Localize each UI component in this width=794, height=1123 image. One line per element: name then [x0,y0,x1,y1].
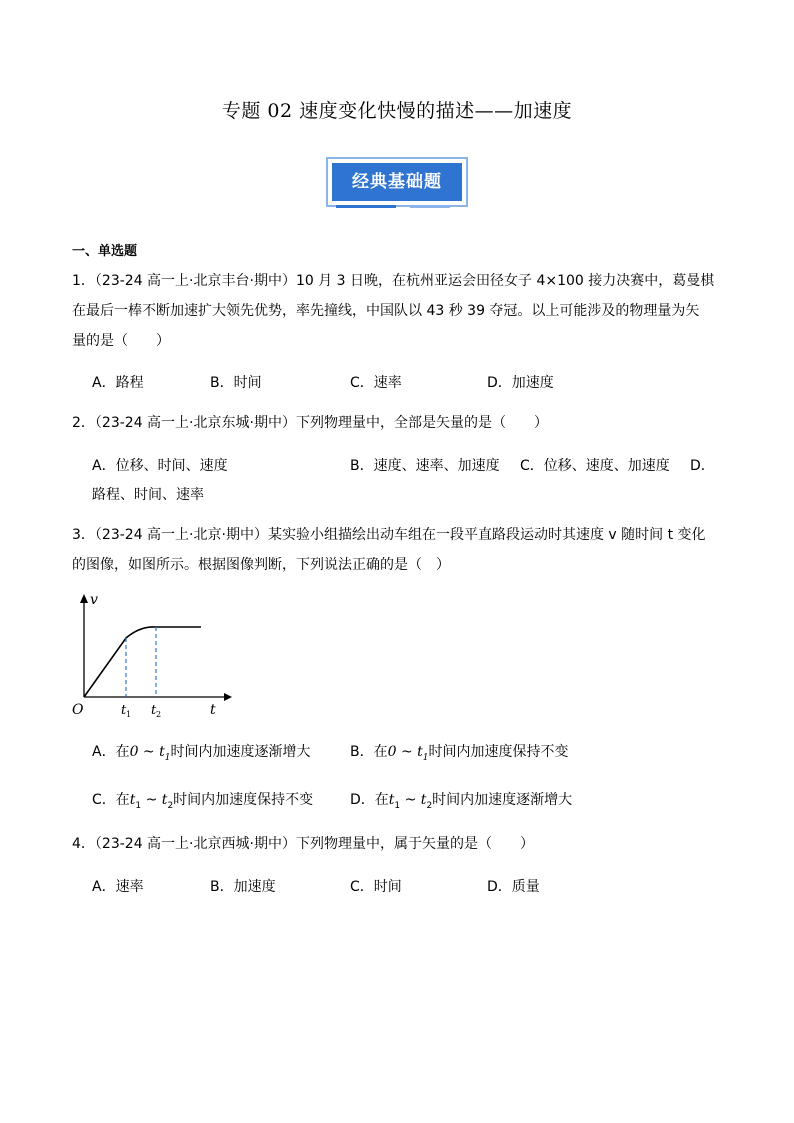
badge-underline-dark [336,205,396,208]
section-badge [326,157,470,211]
question-4-text: 下列物理量中，属于矢量的是（ ） [295,836,534,852]
badge-underline-light [410,205,450,208]
velocity-curve [84,627,201,697]
t2-subscript: 2 [156,710,162,719]
origin-label: O [72,702,84,718]
q1-option-d: D．加速度 [487,375,554,391]
question-1-line3: 量的是（ ） [72,333,170,349]
q3-option-d-t1: t [388,792,395,808]
y-axis-label: v [90,592,98,608]
q1-option-b: B．时间 [210,375,262,391]
q3-option-d-tilde: ~ [400,792,421,808]
question-1-source: （23-24 高一上·北京丰台·期中） [94,273,296,289]
q3-option-a [92,741,310,763]
q3-option-c-t2: t [161,792,168,808]
x-axis-arrow [224,693,232,701]
question-2-text: 下列物理量中，全部是矢量的是（ ） [295,415,548,431]
q3-option-b-sub: 1 [422,752,429,763]
q3-option-a-range: 0 ~ t [129,744,165,760]
q3-option-d-text: 时间内加速度逐渐增大 [432,792,573,808]
question-1 [72,266,724,356]
q4-option-b: B．加速度 [210,879,276,895]
q3-option-a-text: 时间内加速度逐渐增大 [170,744,311,760]
q2-option-d-text: 路程、时间、速率 [92,487,204,503]
q3-option-b [350,741,569,763]
question-4 [72,829,724,859]
question-1-number: 1． [72,273,95,289]
question-4-source: （23-24 高一上·北京西城·期中） [94,836,296,852]
question-2-number: 2． [72,415,95,431]
q3-option-c-prefix: C．在 [92,792,130,808]
question-3-text1: 某实验小组描绘出动车组在一段平直路段运动时其速度 v 随时间 t 变化 [267,527,706,543]
t1-subscript: 1 [126,710,132,719]
y-axis-arrow [80,594,88,603]
question-3-line1 [72,520,724,550]
q2-option-b: B．速度、速率、加速度 [350,458,500,474]
q3-option-d-prefix: D．在 [350,792,389,808]
q4-option-d: D．质量 [487,879,540,895]
q3-option-c-t1: t [129,792,136,808]
q3-option-d-sub1: 1 [394,800,401,811]
badge-label: 经典基础题 [332,163,462,201]
q1-option-a: A．路程 [92,375,144,391]
q3-option-b-text: 时间内加速度保持不变 [428,744,569,760]
t2-label: t [151,703,157,718]
section-heading: 一、单选题 [72,244,138,259]
q3-option-a-prefix: A．在 [92,744,130,760]
question-3-line2: 的图像，如图所示。根据图像判断，下列说法正确的是（ ） [72,557,450,573]
question-3 [72,520,724,580]
q3-option-d [350,789,572,811]
velocity-time-graph [66,590,236,720]
question-3-number: 3． [72,527,95,543]
q3-option-c [92,789,313,811]
question-1-line2: 在最后一棒不断加速扩大领先优势，率先撞线，中国队以 43 秒 39 夺冠。以上可能涉及的物理量为矢 [72,303,700,319]
q3-option-a-sub: 1 [164,752,171,763]
question-4-number: 4． [72,836,95,852]
question-3-source: （23-24 高一上·北京·期中） [94,527,268,543]
q2-option-a: A．位移、时间、速度 [92,458,228,474]
q3-option-b-prefix: B．在 [350,744,388,760]
q2-option-c: C．位移、速度、加速度 [520,458,670,474]
question-1-text1: 10 月 3 日晚，在杭州亚运会田径女子 4×100 接力决赛中，葛曼棋 [295,273,715,289]
q3-option-c-tilde: ~ [141,792,162,808]
q2-option-d: D． [690,458,715,474]
document-title: 专题 02 速度变化快慢的描述——加速度 [221,100,573,122]
question-2 [72,408,724,438]
q3-option-c-sub1: 1 [135,800,142,811]
q3-option-c-text: 时间内加速度保持不变 [173,792,314,808]
question-2-source: （23-24 高一上·北京东城·期中） [94,415,296,431]
q1-option-c: C．速率 [350,375,402,391]
q3-option-c-sub2: 2 [167,800,174,811]
t1-label: t [121,703,127,718]
q4-option-a: A．速率 [92,879,144,895]
x-axis-label: t [210,702,216,718]
q3-option-d-t2: t [420,792,427,808]
q4-option-c: C．时间 [350,879,402,895]
q3-option-d-sub2: 2 [426,800,433,811]
question-1-line1 [72,266,724,296]
q3-option-b-range: 0 ~ t [387,744,423,760]
